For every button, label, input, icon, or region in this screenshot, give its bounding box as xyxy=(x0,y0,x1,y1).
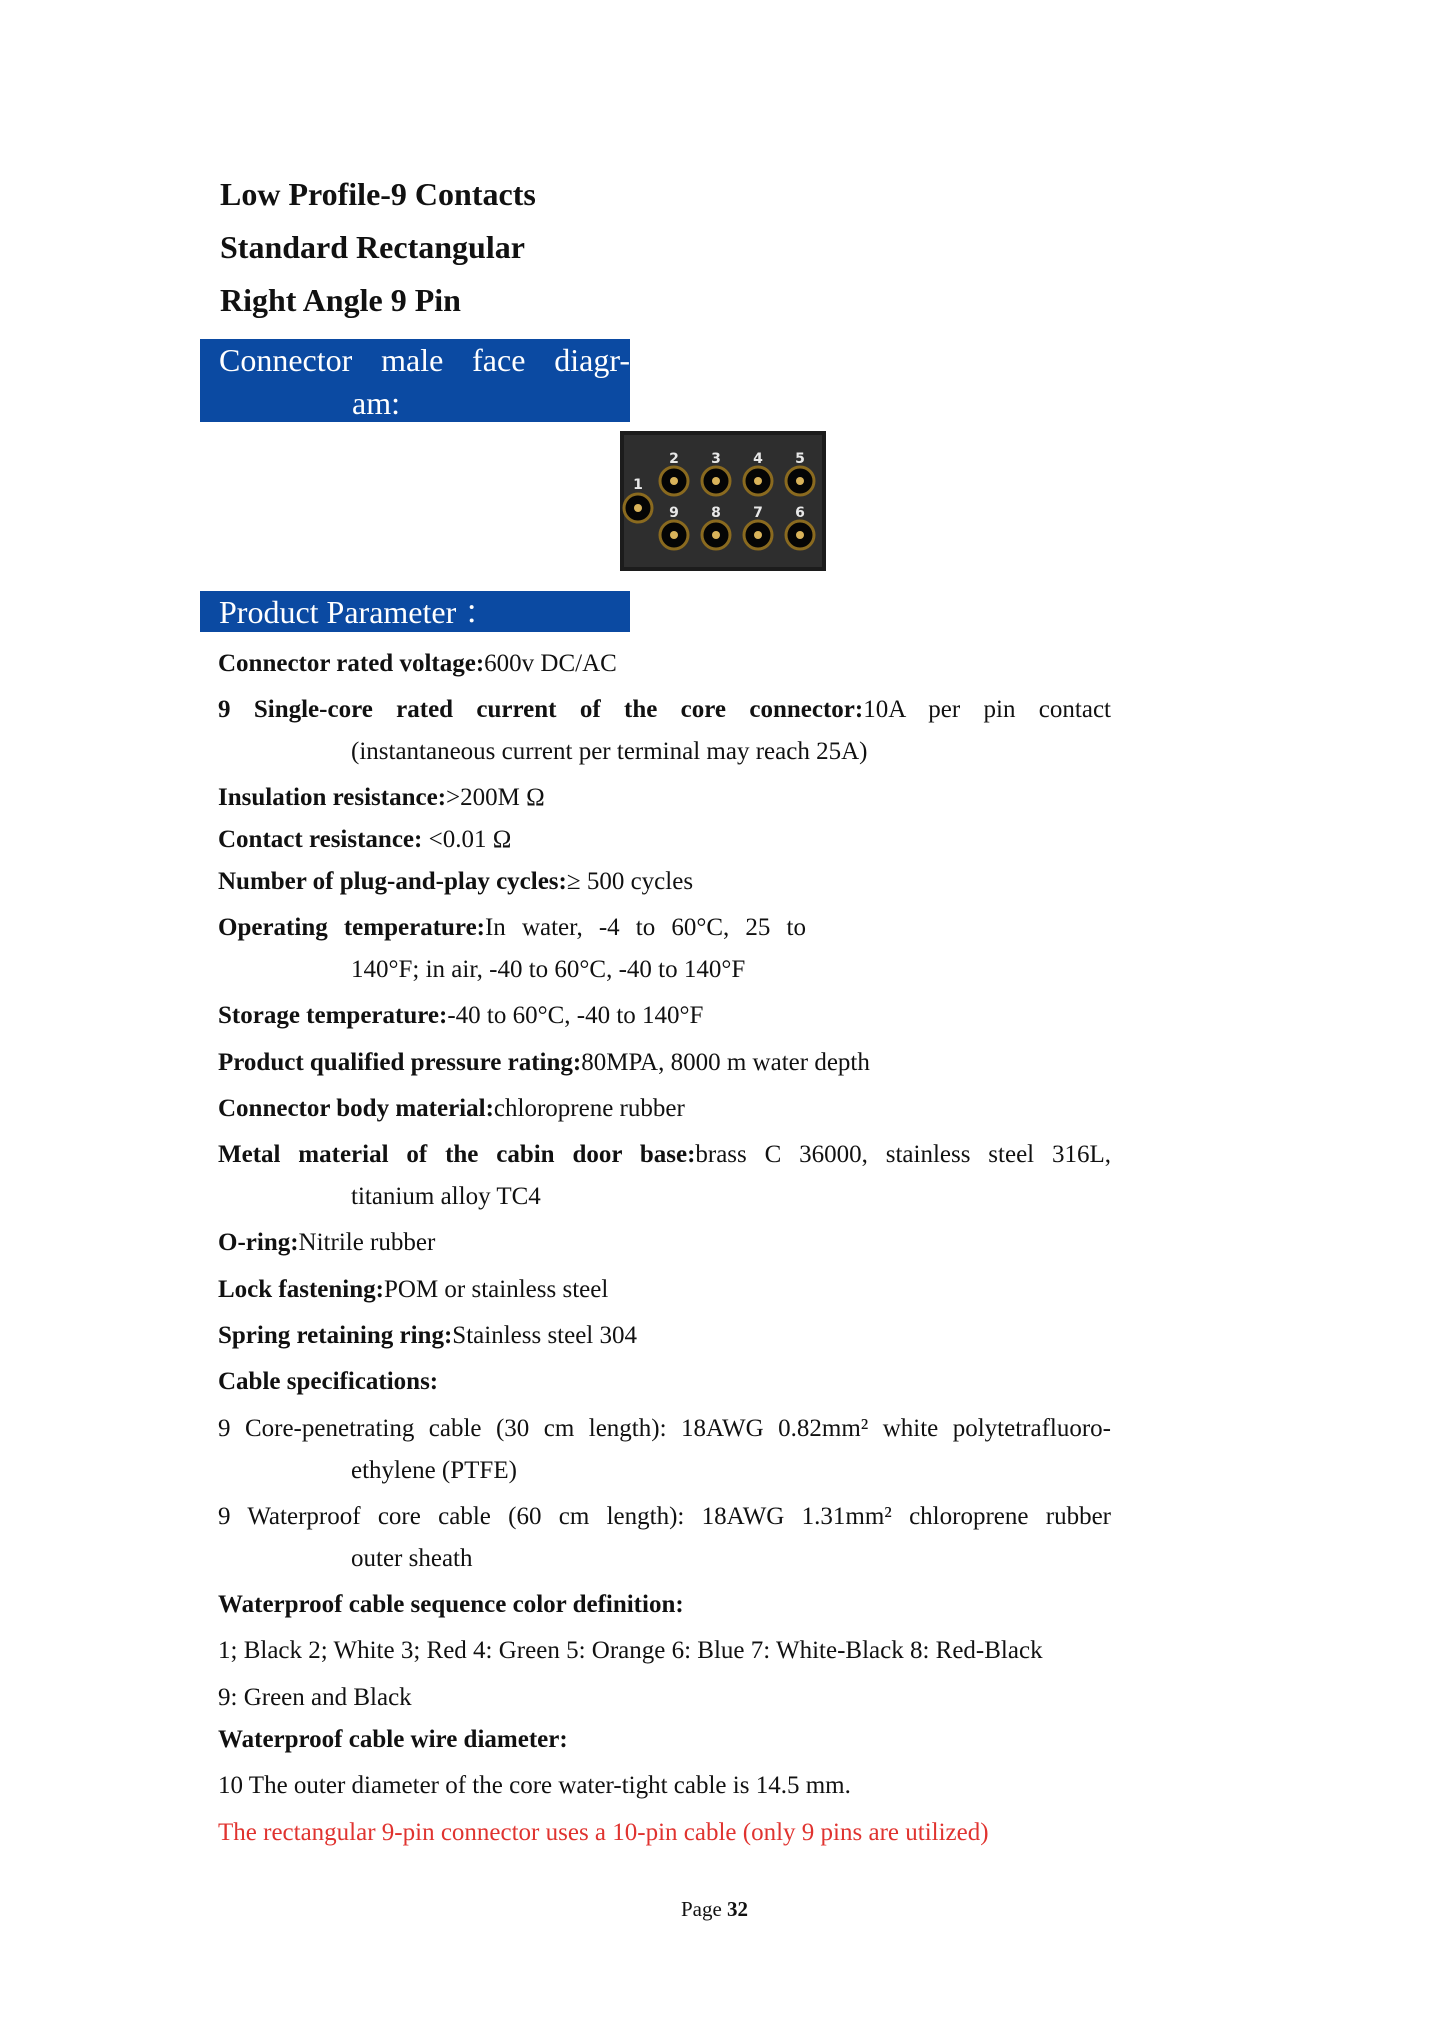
page-number xyxy=(0,1897,1429,1922)
cable-core-penetrating: 9 Core-penetrating cable (30 cm length): 18AWG 0.82mm² white polytetrafluoro- xyxy=(218,1415,1111,1442)
param-label: Product qualified pressure rating: xyxy=(218,1049,582,1076)
param-rated-current xyxy=(218,689,1111,731)
red-note: The rectangular 9-pin connector uses a 10-pin cable (only 9 pins are utilized) xyxy=(218,1819,989,1846)
param-label: O-ring: xyxy=(218,1229,299,1256)
param-banner-text: Product Parameter ： xyxy=(219,594,497,630)
param-value: POM or stainless steel xyxy=(383,1276,609,1303)
param-label: Number of plug-and-play cycles: xyxy=(218,868,567,895)
pin-label-1: 1 xyxy=(633,477,643,493)
diagram-banner xyxy=(200,339,630,422)
pin-label-2: 2 xyxy=(669,451,679,467)
pin-label-7: 7 xyxy=(753,505,763,521)
param-value: <0.01 Ω xyxy=(428,826,512,853)
pin-label-8: 8 xyxy=(711,505,721,521)
pin-3 xyxy=(702,467,730,495)
pin-label-5: 5 xyxy=(795,451,805,467)
page-prefix: Page xyxy=(680,1897,728,1921)
param-value: 80MPA, 8000 m water depth xyxy=(581,1049,870,1076)
param-label: Storage temperature: xyxy=(218,1002,448,1029)
param-value: In water, -4 to 60°C, 25 to xyxy=(484,914,806,941)
pin-label-4: 4 xyxy=(753,451,763,467)
param-lock-fastening xyxy=(218,1269,1111,1311)
param-insulation-resistance xyxy=(218,777,1111,819)
param-operating-temperature-cont: 140°F; in air, -40 to 60°C, -40 to 140°F xyxy=(351,956,746,983)
pin-5 xyxy=(786,467,814,495)
title-standard-rectangular: Standard Rectangular xyxy=(220,229,525,265)
param-label: Cable specifications: xyxy=(218,1368,439,1395)
wire-diameter-heading xyxy=(218,1719,1111,1761)
heading-text: Waterproof cable sequence color definition: xyxy=(218,1591,684,1618)
param-body-material xyxy=(218,1088,1111,1130)
pin-label-3: 3 xyxy=(711,451,721,467)
param-label: Operating temperature: xyxy=(218,914,485,941)
param-label: Insulation resistance: xyxy=(218,784,447,811)
param-label: Connector body material: xyxy=(218,1095,494,1122)
param-plug-cycles xyxy=(218,861,1111,903)
color-def-line2: 9: Green and Black xyxy=(218,1684,412,1711)
color-def-line1: 1; Black 2; White 3; Red 4: Green 5: Orange 6: Blue 7: White-Black 8: Red-Black xyxy=(218,1637,1043,1664)
param-label: Metal material of the cabin door base: xyxy=(218,1141,696,1168)
pin-6 xyxy=(786,521,814,549)
param-metal-material xyxy=(218,1134,1111,1176)
param-contact-resistance xyxy=(218,819,1111,861)
param-value: Nitrile rubber xyxy=(298,1229,436,1256)
cable-waterproof-core-cont: outer sheath xyxy=(351,1545,473,1572)
color-def-heading xyxy=(218,1584,1111,1626)
param-rated-voltage xyxy=(218,643,1111,685)
pin-label-9: 9 xyxy=(669,505,679,521)
param-rated-current-cont: (instantaneous current per terminal may reach 25A) xyxy=(351,738,868,765)
param-spring-ring xyxy=(218,1315,1111,1357)
pin-8 xyxy=(702,521,730,549)
param-label: 9 Single-core rated current of the core connector: xyxy=(218,696,864,723)
param-metal-material-cont: titanium alloy TC4 xyxy=(351,1183,541,1210)
param-value: -40 to 60°C, -40 to 140°F xyxy=(447,1002,704,1029)
param-label: Lock fastening: xyxy=(218,1276,384,1303)
param-value: ≥ 500 cycles xyxy=(566,868,694,895)
wire-diameter-text: 10 The outer diameter of the core water-tight cable is 14.5 mm. xyxy=(218,1772,851,1799)
title-right-angle: Right Angle 9 Pin xyxy=(220,282,461,318)
param-value: 10A per pin contact xyxy=(863,696,1111,723)
param-value: Stainless steel 304 xyxy=(452,1322,638,1349)
pin-1 xyxy=(624,494,652,522)
pin-9 xyxy=(660,521,688,549)
param-value: >200M Ω xyxy=(446,784,545,811)
page-num-value: 32 xyxy=(727,1897,749,1921)
param-value: brass C 36000, stainless steel 316L, xyxy=(695,1141,1111,1168)
cable-core-penetrating-cont: ethylene (PTFE) xyxy=(351,1457,517,1484)
diagram-banner-line2: am: xyxy=(352,385,400,421)
heading-text: Waterproof cable wire diameter: xyxy=(218,1726,568,1753)
param-banner xyxy=(200,591,630,632)
connector-face-diagram xyxy=(620,431,826,571)
param-value: chloroprene rubber xyxy=(493,1095,685,1122)
param-storage-temperature xyxy=(218,995,1111,1037)
param-pressure-rating xyxy=(218,1042,1111,1084)
pin-7 xyxy=(744,521,772,549)
param-o-ring xyxy=(218,1222,1111,1264)
cable-waterproof-core: 9 Waterproof core cable (60 cm length): 18AWG 1.31mm² chloroprene rubber xyxy=(218,1503,1111,1530)
param-value: 600v DC/AC xyxy=(484,650,617,677)
param-cable-spec-heading xyxy=(218,1361,1111,1403)
diagram-banner-line1: Connector male face diagr- xyxy=(219,342,630,378)
param-label: Spring retaining ring: xyxy=(218,1322,453,1349)
pin-2 xyxy=(660,467,688,495)
pin-label-6: 6 xyxy=(795,505,805,521)
param-label: Connector rated voltage: xyxy=(218,650,485,677)
param-label: Contact resistance: xyxy=(218,826,429,853)
pin-4 xyxy=(744,467,772,495)
param-operating-temperature xyxy=(218,907,806,949)
title-low-profile: Low Profile-9 Contacts xyxy=(220,176,536,212)
